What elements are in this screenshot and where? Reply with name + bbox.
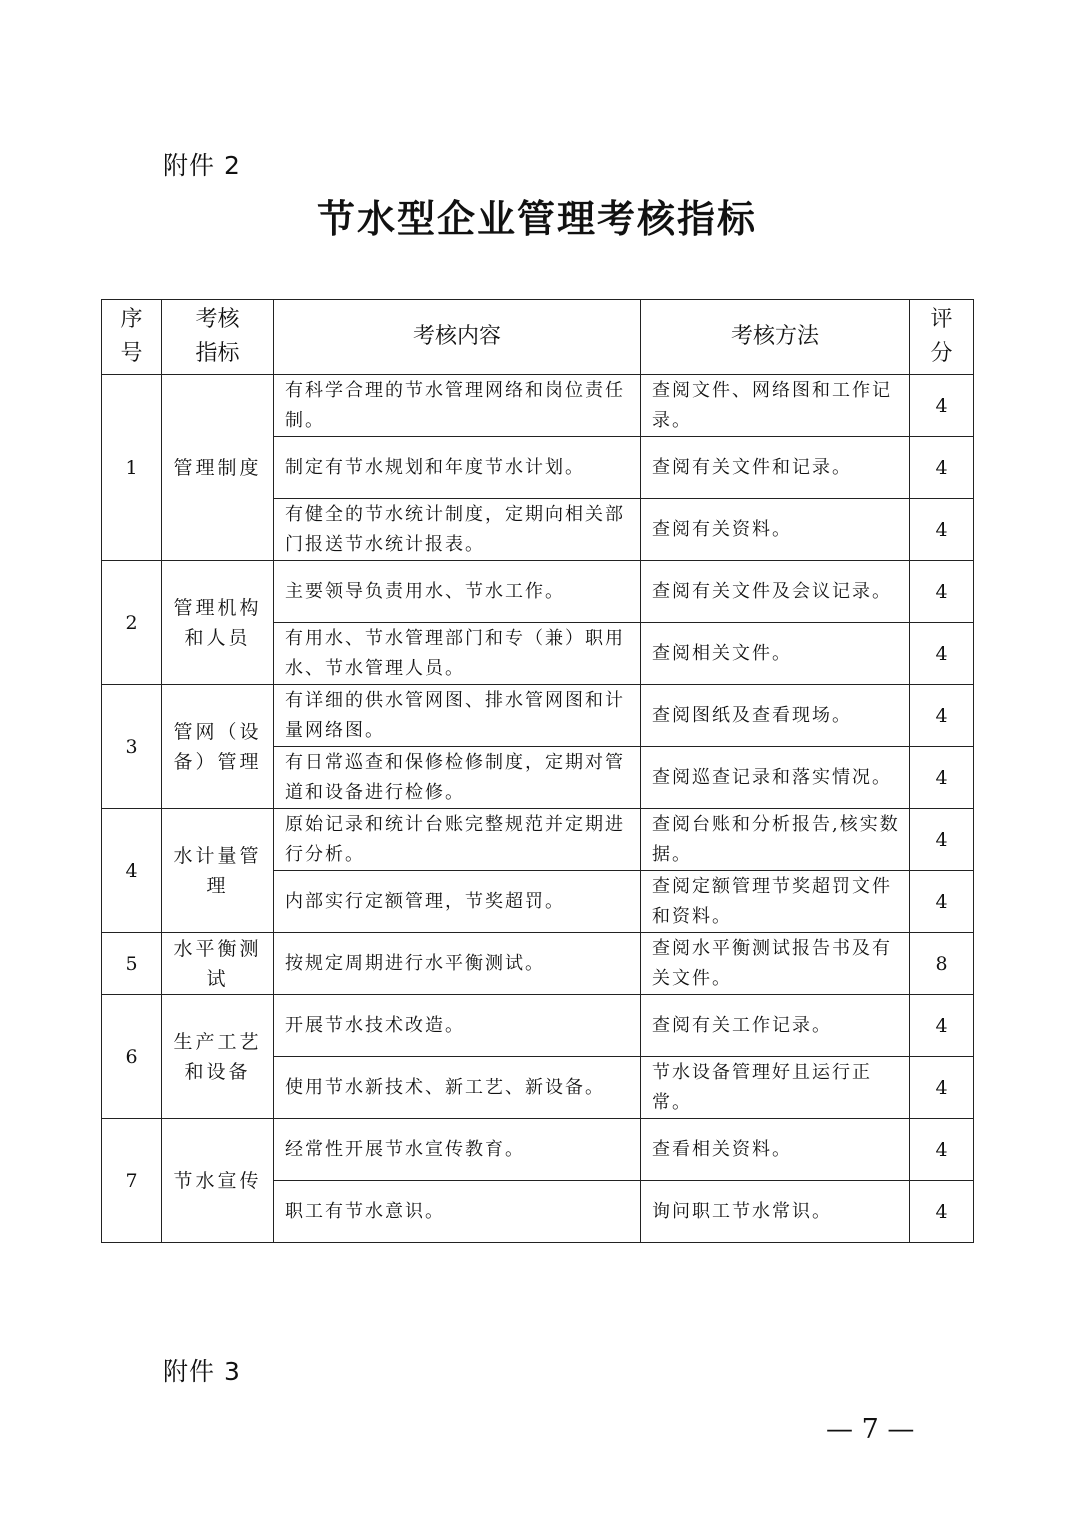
header-indicator-line1: 考核 xyxy=(195,307,240,332)
table-row xyxy=(102,933,974,995)
row-method: 查阅台账和分析报告,核实数据。 xyxy=(641,809,910,871)
row-content: 有科学合理的节水管理网络和岗位责任制。 xyxy=(274,375,641,437)
row-content: 主要领导负责用水、节水工作。 xyxy=(274,561,641,623)
row-content: 有详细的供水管网图、排水管网图和计量网络图。 xyxy=(274,685,641,747)
header-score-line2: 分 xyxy=(930,341,953,366)
header-indicator-line2: 指标 xyxy=(195,341,240,366)
header-seq xyxy=(102,300,162,375)
row-score: 4 xyxy=(910,375,974,437)
row-content: 有用水、节水管理部门和专（兼）职用水、节水管理人员。 xyxy=(274,623,641,685)
row-content: 原始记录和统计台账完整规范并定期进行分析。 xyxy=(274,809,641,871)
table-row xyxy=(102,685,974,747)
header-indicator xyxy=(162,300,274,375)
header-content: 考核内容 xyxy=(274,300,641,375)
row-method: 询问职工节水常识。 xyxy=(641,1181,910,1243)
attachment-2-label: 附件 2 xyxy=(163,151,241,180)
group-seq: 7 xyxy=(102,1119,162,1243)
group-indicator: 管理制度 xyxy=(162,375,274,561)
header-method: 考核方法 xyxy=(641,300,910,375)
attachment-3-label: 附件 3 xyxy=(163,1357,241,1386)
group-indicator: 水计量管理 xyxy=(162,809,274,933)
row-score: 4 xyxy=(910,871,974,933)
group-indicator: 生产工艺和设备 xyxy=(162,995,274,1119)
group-seq: 1 xyxy=(102,375,162,561)
row-method: 查阅定额管理节奖超罚文件和资料。 xyxy=(641,871,910,933)
header-score xyxy=(910,300,974,375)
table-row xyxy=(102,375,974,437)
row-method: 查阅有关文件和记录。 xyxy=(641,437,910,499)
row-content: 经常性开展节水宣传教育。 xyxy=(274,1119,641,1181)
row-score: 4 xyxy=(910,685,974,747)
group-seq: 2 xyxy=(102,561,162,685)
group-seq: 6 xyxy=(102,995,162,1119)
assessment-table xyxy=(101,299,974,1243)
table-row xyxy=(102,995,974,1057)
row-method: 查阅有关工作记录。 xyxy=(641,995,910,1057)
row-score: 4 xyxy=(910,747,974,809)
header-seq-line2: 号 xyxy=(120,341,143,366)
row-score: 4 xyxy=(910,623,974,685)
group-indicator: 管网（设备）管理 xyxy=(162,685,274,809)
row-score: 4 xyxy=(910,437,974,499)
group-indicator: 节水宣传 xyxy=(162,1119,274,1243)
row-method: 查阅水平衡测试报告书及有关文件。 xyxy=(641,933,910,995)
row-method: 查阅相关文件。 xyxy=(641,623,910,685)
row-method: 查阅巡查记录和落实情况。 xyxy=(641,747,910,809)
group-seq: 3 xyxy=(102,685,162,809)
row-content: 按规定周期进行水平衡测试。 xyxy=(274,933,641,995)
header-seq-line1: 序 xyxy=(120,307,143,332)
row-content: 制定有节水规划和年度节水计划。 xyxy=(274,437,641,499)
header-score-line1: 评 xyxy=(930,307,953,332)
page-number: — 7 — xyxy=(826,1414,915,1445)
row-method: 查阅图纸及查看现场。 xyxy=(641,685,910,747)
row-content: 有健全的节水统计制度，定期向相关部门报送节水统计报表。 xyxy=(274,499,641,561)
row-content: 内部实行定额管理，节奖超罚。 xyxy=(274,871,641,933)
row-method: 查阅文件、网络图和工作记录。 xyxy=(641,375,910,437)
table-row xyxy=(102,561,974,623)
group-seq: 5 xyxy=(102,933,162,995)
row-score: 4 xyxy=(910,1181,974,1243)
row-score: 4 xyxy=(910,1057,974,1119)
row-content: 有日常巡查和保修检修制度，定期对管道和设备进行检修。 xyxy=(274,747,641,809)
row-score: 4 xyxy=(910,561,974,623)
row-method: 查看相关资料。 xyxy=(641,1119,910,1181)
document-title: 节水型企业管理考核指标 xyxy=(316,197,757,241)
row-score: 8 xyxy=(910,933,974,995)
row-score: 4 xyxy=(910,809,974,871)
table-header-row xyxy=(102,300,974,375)
row-score: 4 xyxy=(910,995,974,1057)
row-method: 查阅有关文件及会议记录。 xyxy=(641,561,910,623)
group-indicator: 水平衡测试 xyxy=(162,933,274,995)
group-seq: 4 xyxy=(102,809,162,933)
row-content: 职工有节水意识。 xyxy=(274,1181,641,1243)
row-score: 4 xyxy=(910,499,974,561)
row-method: 节水设备管理好且运行正常。 xyxy=(641,1057,910,1119)
group-indicator: 管理机构和人员 xyxy=(162,561,274,685)
row-score: 4 xyxy=(910,1119,974,1181)
row-content: 使用节水新技术、新工艺、新设备。 xyxy=(274,1057,641,1119)
table-row xyxy=(102,1119,974,1181)
table-row xyxy=(102,809,974,871)
row-method: 查阅有关资料。 xyxy=(641,499,910,561)
row-content: 开展节水技术改造。 xyxy=(274,995,641,1057)
